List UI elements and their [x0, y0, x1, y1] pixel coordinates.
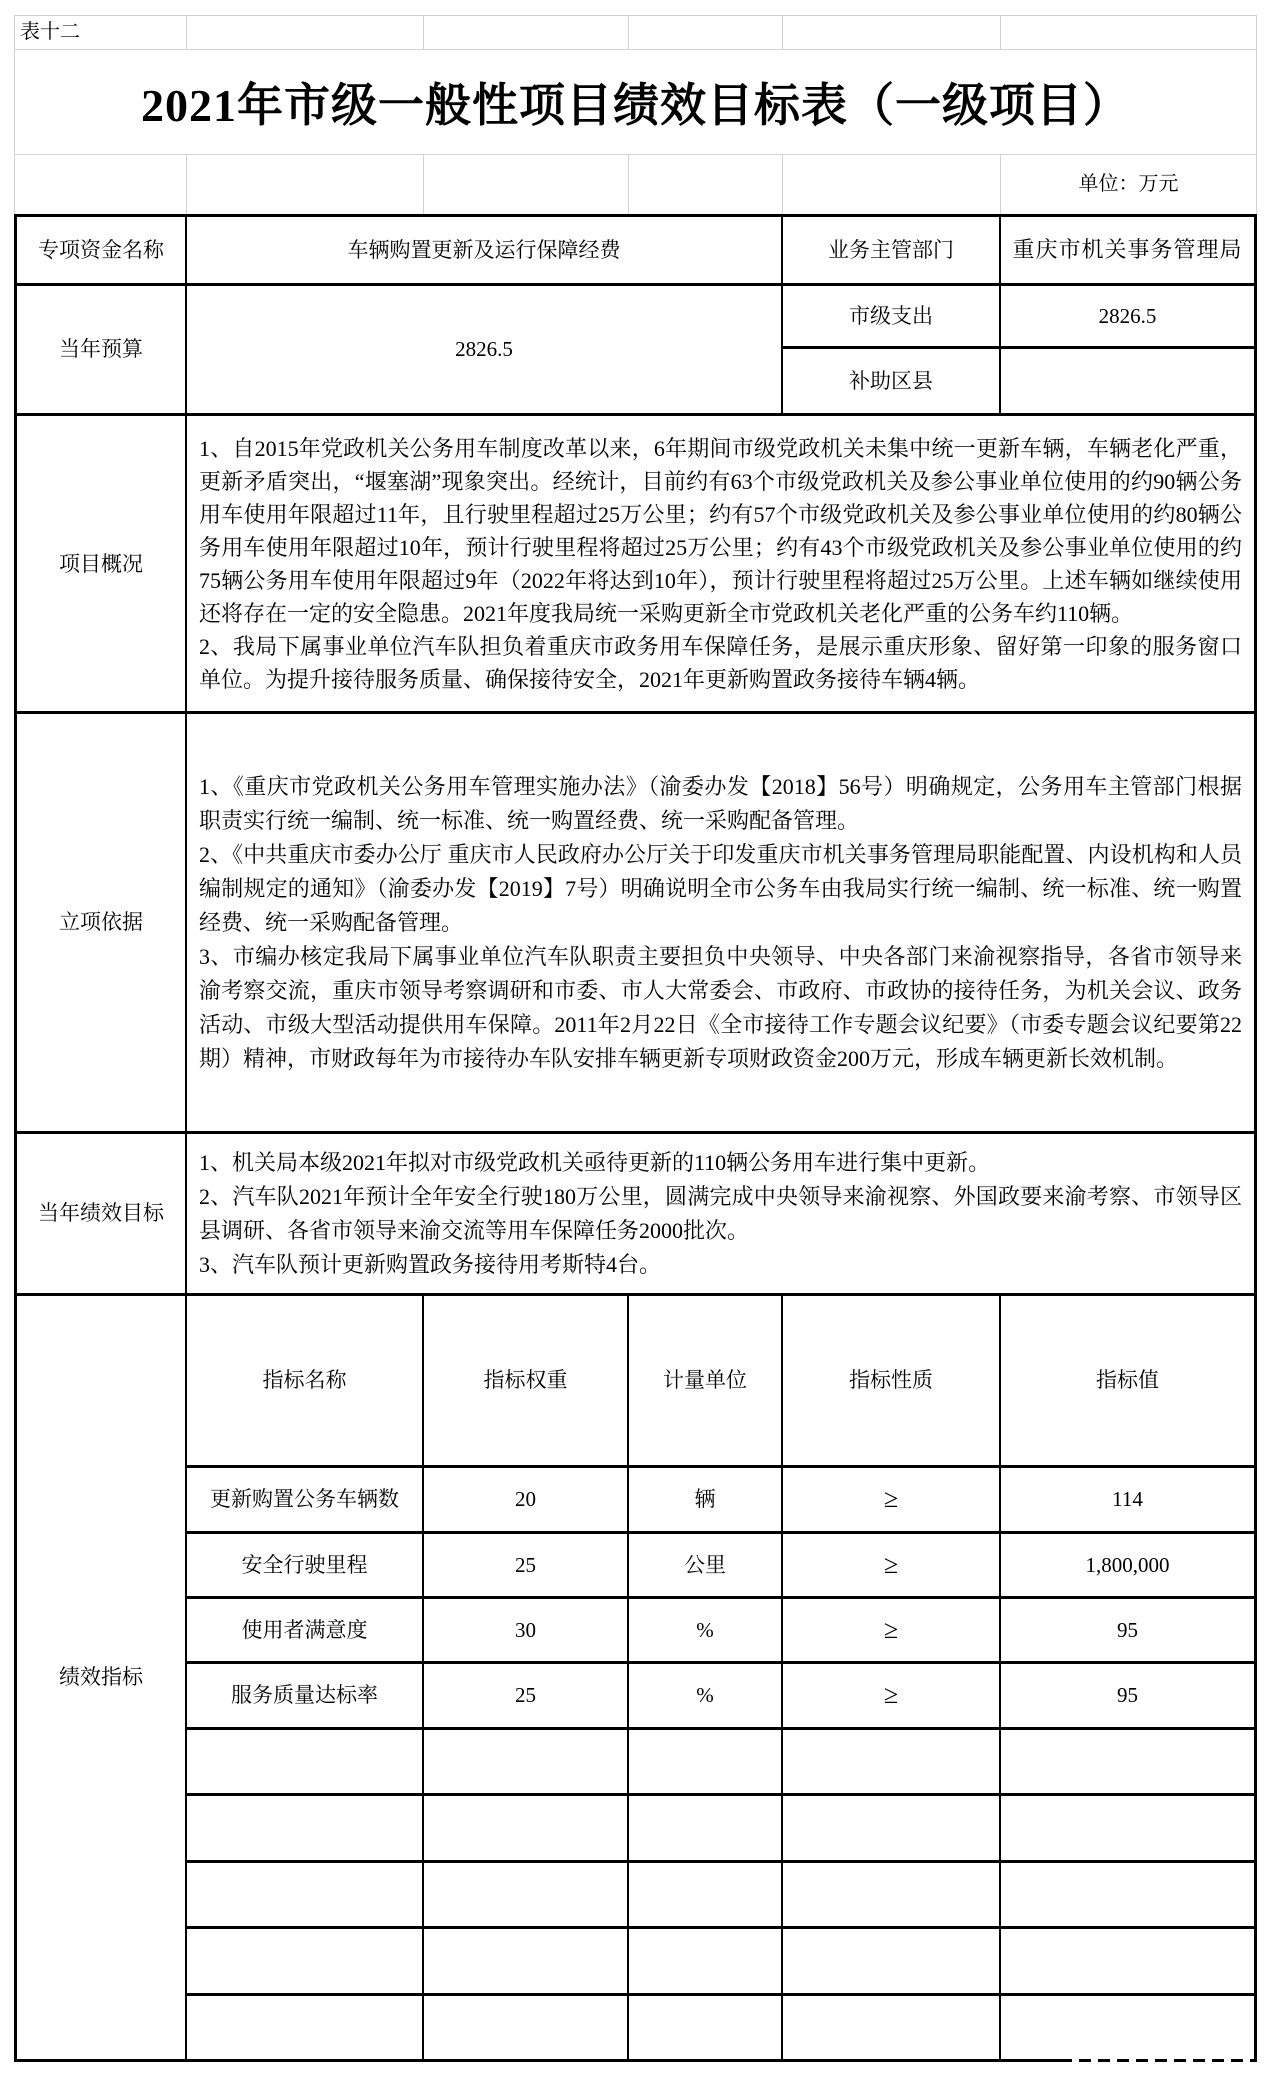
gridline — [1000, 15, 1001, 49]
indicator-row-nature — [783, 1534, 999, 1596]
gridline — [14, 15, 15, 49]
indicator-header-text: 计量单位 — [663, 1368, 747, 1393]
gridline — [628, 15, 629, 49]
gridline — [782, 15, 783, 49]
basis-paragraph: 3、市编办核定我局下属事业单位汽车队职责主要担负中央领导、中央各部门来渝视察指导，各省市领导来渝考察交流，重庆市领导考察调研和市委、市人大常委会、市政府、市政协的接待任务，为机关会议、政务活动、市级大型活动提供用车保障。2011年2月22日《全市接待工作专题会议纪要》（市委专题会议纪要第22期）精神，市财政每年为市接待办车队安排车辆更新专项财政资金200万元，形成车辆更新长效机制。 — [199, 943, 1242, 1071]
dept-label: 业务主管部门 — [828, 237, 954, 262]
page-title-text: 2021年市级一般性项目绩效目标表（一级项目） — [141, 80, 1130, 131]
indicator-row-nature — [783, 1468, 999, 1531]
indicator-row-value — [1001, 1534, 1254, 1596]
indicator-header-unit — [629, 1296, 781, 1465]
basis-label: 立项依据 — [59, 910, 143, 935]
indicator-name: 更新购置公务车辆数 — [210, 1487, 399, 1512]
indicator-row-name — [187, 1468, 422, 1531]
subsidy-value-cell — [1001, 349, 1254, 413]
budget-value-cell — [187, 286, 781, 413]
indicator-weight: 25 — [515, 1683, 536, 1708]
targets-content-cell — [199, 1134, 1242, 1293]
basis-paragraph: 2、《中共重庆市委办公厅 重庆市人民政府办公厅关于印发重庆市机关事务管理局职能配置、内设机构和人员编制规定的通知》（渝委办发【2019】7号）明确说明全市公务车由我局实行统一编制、统一标准、统一购置经费、统一采购配备管理。 — [199, 841, 1242, 935]
city-expense-value-cell — [1001, 286, 1254, 346]
dept-value: 重庆市机关事务管理局 — [1012, 237, 1243, 263]
table-border — [185, 214, 187, 2062]
indicator-name: 安全行驶里程 — [241, 1552, 368, 1577]
indicator-row-value — [1001, 1664, 1254, 1727]
table-border — [186, 1860, 1257, 1863]
indicator-header-text: 指标值 — [1096, 1368, 1159, 1393]
gridline — [628, 154, 629, 214]
subsidy-label: 补助区县 — [849, 368, 933, 393]
dept-label-cell — [783, 217, 999, 283]
indicator-row-value — [1001, 1599, 1254, 1661]
indicator-value: 1,800,000 — [1085, 1552, 1170, 1577]
overview-label-cell — [17, 417, 185, 711]
city-expense-label: 市级支出 — [849, 303, 933, 328]
indicator-header-value — [1001, 1296, 1254, 1465]
indicator-row-value — [1001, 1468, 1254, 1531]
indicator-row-name — [187, 1599, 422, 1661]
gridline — [423, 154, 424, 214]
targets-paragraph: 3、汽车队预计更新购置政务接待用考斯特4台。 — [199, 1251, 662, 1277]
overview-label: 项目概况 — [59, 551, 143, 576]
fund-name-label: 专项资金名称 — [38, 237, 164, 262]
indicator-value: 95 — [1117, 1617, 1138, 1642]
sheet-label — [16, 15, 190, 49]
fund-name-label-cell — [17, 217, 185, 283]
indicator-row-name — [187, 1664, 422, 1727]
page-title — [14, 49, 1257, 155]
indicator-header-nature — [783, 1296, 999, 1465]
subsidy-label-cell — [783, 349, 999, 413]
indicator-row-unit — [629, 1599, 781, 1661]
gridline — [1256, 15, 1257, 49]
indicators-label: 绩效指标 — [59, 1665, 143, 1690]
indicator-nature: ≥ — [883, 1680, 899, 1710]
indicator-name: 服务质量达标率 — [231, 1683, 378, 1708]
indicator-value: 114 — [1112, 1487, 1143, 1512]
table-border — [186, 1993, 1257, 1996]
indicator-weight: 30 — [515, 1617, 536, 1642]
indicator-nature: ≥ — [883, 1549, 899, 1579]
city-expense-label-cell — [783, 286, 999, 346]
budget-label-cell — [17, 286, 185, 413]
targets-paragraph: 1、机关局本级2021年拟对市级党政机关亟待更新的110辆公务用车进行集中更新。 — [199, 1149, 991, 1175]
indicator-weight: 20 — [515, 1487, 536, 1512]
overview-paragraph: 2、我局下属事业单位汽车队担负着重庆市政务用车保障任务，是展示重庆形象、留好第一印象的服务窗口单位。为提升接待服务质量、确保接待安全，2021年更新购置政务接待车辆4辆。 — [199, 634, 1242, 692]
budget-value: 2826.5 — [455, 337, 513, 362]
indicators-label-cell — [17, 1296, 185, 2059]
unit-note-text: 单位：万元 — [1078, 172, 1179, 195]
indicator-row-nature — [783, 1599, 999, 1661]
table-border — [186, 1727, 1257, 1730]
indicator-header-text: 指标权重 — [483, 1368, 568, 1393]
indicator-row-unit — [629, 1468, 781, 1531]
indicator-row-weight — [424, 1534, 627, 1596]
fund-name-value-cell — [187, 217, 781, 283]
indicator-row-name — [187, 1534, 422, 1596]
fund-name-value: 车辆购置更新及运行保障经费 — [347, 237, 621, 262]
indicator-unit: 公里 — [684, 1552, 726, 1577]
basis-content-cell — [199, 714, 1242, 1131]
indicator-header-text: 指标性质 — [849, 1368, 933, 1393]
indicator-header-weight — [424, 1296, 627, 1465]
city-expense-value: 2826.5 — [1098, 303, 1157, 328]
indicator-nature: ≥ — [883, 1614, 899, 1644]
indicator-value: 95 — [1117, 1683, 1138, 1708]
targets-paragraph: 2、汽车队2021年预计全年安全行驶180万公里，圆满完成中央领导来渝视察、外国政要来渝考察、市领导区县调研、各省市领导来渝交流等用车保障任务2000批次。 — [199, 1183, 1242, 1243]
indicator-unit: % — [696, 1617, 714, 1642]
gridline — [782, 154, 783, 214]
basis-paragraph: 1、《重庆市党政机关公务用车管理实施办法》（渝委办发【2018】56号）明确规定，公务用车主管部门根据职责实行统一编制、统一标准、统一购置经费、统一采购配备管理。 — [199, 773, 1242, 833]
indicator-weight: 25 — [515, 1552, 536, 1577]
indicator-row-weight — [424, 1599, 627, 1661]
targets-label-cell — [17, 1134, 185, 1293]
table-border — [14, 413, 1257, 416]
overview-paragraph: 1、自2015年党政机关公务用车制度改革以来，6年期间市级党政机关未集中统一更新车辆，车辆老化严重，更新矛盾突出，“堰塞湖”现象突出。经统计，目前约有63个市级党政机关及参公事业单位使用的约90辆公务用车使用年限超过11年，且行驶里程超过25万公里；约有57个市级党政机关及参公事业单位使用的约80辆公务用车使用年限超过10年，预计行驶里程将超过25万公里；约有43个市级党政机关及参公事业单位使用的约75辆公务用车使用年限超过9年（2022年将达到10年），预计行驶里程将超过25万公里。上述车辆如继续使用还将存在一定的安全隐患。2021年度我局统一采购更新全市党政机关老化严重的公务车约110辆。 — [199, 436, 1242, 626]
watermark-dashed-border — [1072, 2059, 1254, 2062]
indicator-row-weight — [424, 1664, 627, 1727]
indicator-name: 使用者满意度 — [241, 1617, 368, 1642]
gridline — [14, 15, 1257, 16]
unit-note — [1000, 154, 1257, 214]
targets-label: 当年绩效目标 — [38, 1201, 164, 1226]
gridline — [186, 154, 187, 214]
indicator-nature: ≥ — [883, 1484, 899, 1514]
indicator-header-text: 指标名称 — [262, 1368, 347, 1393]
indicator-row-unit — [629, 1534, 781, 1596]
indicator-row-nature — [783, 1664, 999, 1727]
indicator-row-unit — [629, 1664, 781, 1727]
table-border — [1254, 214, 1257, 2062]
indicator-unit: % — [696, 1683, 714, 1708]
gridline — [423, 15, 424, 49]
indicator-unit: 辆 — [694, 1487, 716, 1512]
table-border — [186, 1793, 1257, 1796]
dept-value-cell — [1001, 217, 1254, 283]
budget-label: 当年预算 — [59, 337, 143, 362]
indicator-header-name — [187, 1296, 422, 1465]
table-border — [14, 2059, 1257, 2062]
basis-label-cell — [17, 714, 185, 1131]
overview-content-cell — [199, 417, 1242, 711]
sheet-label-text: 表十二 — [20, 20, 80, 43]
table-border — [186, 1926, 1257, 1929]
indicator-row-weight — [424, 1468, 627, 1531]
